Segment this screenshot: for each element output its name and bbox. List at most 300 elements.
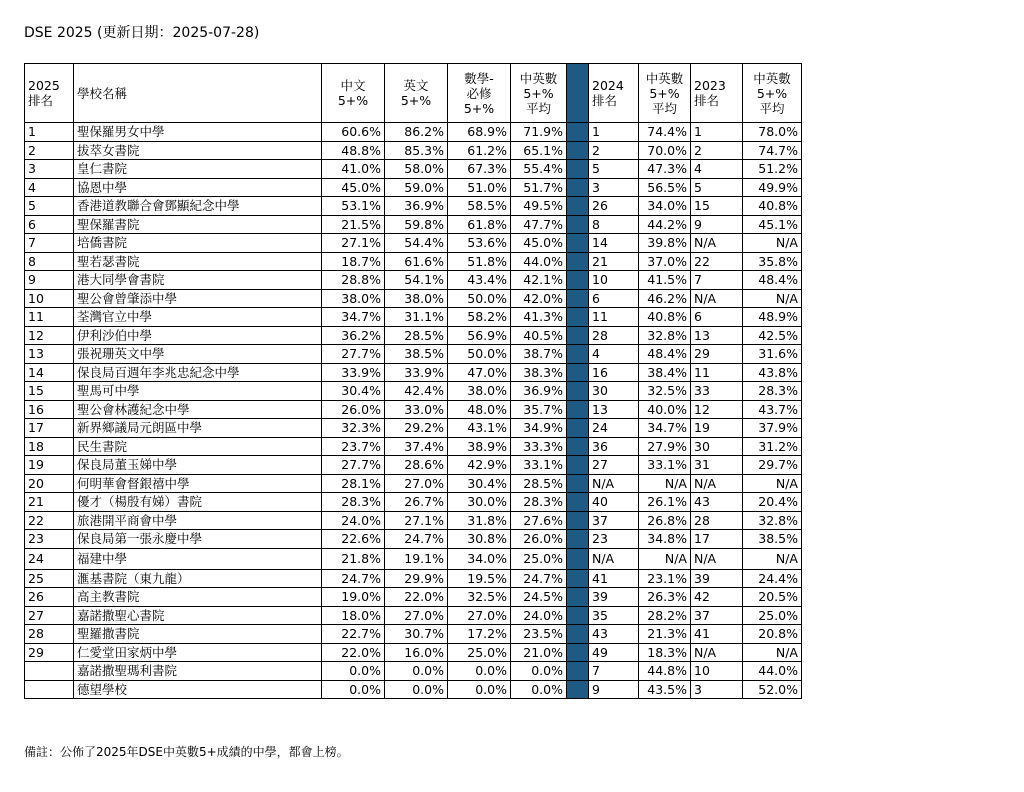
school-name-cell: 嘉諾撒聖心書院 — [74, 606, 322, 625]
rank2024-cell: 37 — [589, 511, 639, 530]
table-row — [25, 141, 802, 160]
school-name-cell: 聖羅撒書院 — [74, 625, 322, 644]
rank2024-cell: 28 — [589, 326, 639, 345]
english-cell: 16.0% — [385, 643, 448, 662]
chinese-cell: 0.0% — [322, 662, 385, 681]
rank2023-cell: 41 — [691, 625, 743, 644]
rank-cell: 6 — [25, 215, 74, 234]
school-name-cell: 優才（楊殷有娣）書院 — [74, 493, 322, 512]
separator-cell — [567, 493, 589, 512]
math-cell: 31.8% — [448, 511, 511, 530]
english-cell: 42.4% — [385, 382, 448, 401]
table-row — [25, 548, 802, 569]
chinese-cell: 30.4% — [322, 382, 385, 401]
header-english: 英文 5+% — [385, 64, 448, 123]
average2024-cell: 23.1% — [639, 569, 691, 588]
english-cell: 86.2% — [385, 123, 448, 142]
table-row — [25, 474, 802, 493]
english-cell: 38.5% — [385, 345, 448, 364]
table-row — [25, 400, 802, 419]
table-row — [25, 197, 802, 216]
average2023-cell: 29.7% — [743, 456, 802, 475]
table-row — [25, 530, 802, 549]
rank2024-cell: 35 — [589, 606, 639, 625]
english-cell: 0.0% — [385, 680, 448, 699]
school-name-cell: 伊利沙伯中學 — [74, 326, 322, 345]
math-cell: 34.0% — [448, 548, 511, 569]
average2024-cell: N/A — [639, 474, 691, 493]
rank2024-cell: 3 — [589, 178, 639, 197]
chinese-cell: 21.8% — [322, 548, 385, 569]
rank2023-cell: 42 — [691, 588, 743, 607]
school-name-cell: 聖馬可中學 — [74, 382, 322, 401]
table-row — [25, 606, 802, 625]
average2023-cell: 43.7% — [743, 400, 802, 419]
rank2023-cell: N/A — [691, 234, 743, 253]
table-row — [25, 419, 802, 438]
header-rank2024: 2024 排名 — [589, 64, 639, 123]
average-cell: 55.4% — [511, 160, 567, 179]
rank2024-cell: 9 — [589, 680, 639, 699]
school-name-cell: 港大同學會書院 — [74, 271, 322, 290]
chinese-cell: 60.6% — [322, 123, 385, 142]
chinese-cell: 28.3% — [322, 493, 385, 512]
rank2023-cell: 22 — [691, 252, 743, 271]
average2023-cell: N/A — [743, 474, 802, 493]
school-name-cell: 聖公會林護紀念中學 — [74, 400, 322, 419]
separator-cell — [567, 326, 589, 345]
chinese-cell: 22.6% — [322, 530, 385, 549]
header-average2023: 中英數 5+% 平均 — [743, 64, 802, 123]
chinese-cell: 24.7% — [322, 569, 385, 588]
math-cell: 58.5% — [448, 197, 511, 216]
english-cell: 33.9% — [385, 363, 448, 382]
chinese-cell: 22.0% — [322, 643, 385, 662]
english-cell: 29.9% — [385, 569, 448, 588]
chinese-cell: 0.0% — [322, 680, 385, 699]
table-row — [25, 569, 802, 588]
separator-cell — [567, 456, 589, 475]
rank-cell: 1 — [25, 123, 74, 142]
average-cell: 40.5% — [511, 326, 567, 345]
school-name-cell: 聖公會曾肇添中學 — [74, 289, 322, 308]
table-row — [25, 437, 802, 456]
average2023-cell: 31.2% — [743, 437, 802, 456]
chinese-cell: 19.0% — [322, 588, 385, 607]
separator-cell — [567, 437, 589, 456]
average2024-cell: 40.8% — [639, 308, 691, 327]
separator-cell — [567, 569, 589, 588]
table-row — [25, 234, 802, 253]
separator-cell — [567, 662, 589, 681]
table-row — [25, 511, 802, 530]
rank-cell: 19 — [25, 456, 74, 475]
header-chinese: 中文 5+% — [322, 64, 385, 123]
english-cell: 28.6% — [385, 456, 448, 475]
average-cell: 23.5% — [511, 625, 567, 644]
rank-cell: 11 — [25, 308, 74, 327]
school-name-cell: 德望學校 — [74, 680, 322, 699]
average2023-cell: 42.5% — [743, 326, 802, 345]
rank2024-cell: 39 — [589, 588, 639, 607]
math-cell: 50.0% — [448, 289, 511, 308]
average2023-cell: 40.8% — [743, 197, 802, 216]
average2023-cell: 32.8% — [743, 511, 802, 530]
rank2024-cell: 13 — [589, 400, 639, 419]
rank2023-cell: 1 — [691, 123, 743, 142]
school-name-cell: 旅港開平商會中學 — [74, 511, 322, 530]
table-row — [25, 215, 802, 234]
table-row — [25, 643, 802, 662]
rank-cell: 29 — [25, 643, 74, 662]
rank2024-cell: 36 — [589, 437, 639, 456]
school-name-cell: 聖若瑟書院 — [74, 252, 322, 271]
rank2024-cell: 30 — [589, 382, 639, 401]
math-cell: 58.2% — [448, 308, 511, 327]
school-name-cell: 何明華會督銀禧中學 — [74, 474, 322, 493]
separator-cell — [567, 197, 589, 216]
rank-cell — [25, 680, 74, 699]
separator-cell — [567, 289, 589, 308]
english-cell: 54.4% — [385, 234, 448, 253]
school-name-cell: 聖保羅書院 — [74, 215, 322, 234]
chinese-cell: 34.7% — [322, 308, 385, 327]
rank-cell: 3 — [25, 160, 74, 179]
rank-cell: 23 — [25, 530, 74, 549]
rank2023-cell: N/A — [691, 643, 743, 662]
rank2023-cell: 11 — [691, 363, 743, 382]
table-row — [25, 493, 802, 512]
math-cell: 0.0% — [448, 680, 511, 699]
english-cell: 27.0% — [385, 606, 448, 625]
school-name-cell: 新界鄉議局元朗區中學 — [74, 419, 322, 438]
english-cell: 36.9% — [385, 197, 448, 216]
separator-cell — [567, 215, 589, 234]
separator-cell — [567, 271, 589, 290]
english-cell: 59.0% — [385, 178, 448, 197]
separator-column — [567, 64, 589, 123]
rank-cell: 4 — [25, 178, 74, 197]
rank2024-cell: 11 — [589, 308, 639, 327]
rank2024-cell: 6 — [589, 289, 639, 308]
rank2023-cell: N/A — [691, 548, 743, 569]
average2024-cell: 41.5% — [639, 271, 691, 290]
rank2024-cell: 27 — [589, 456, 639, 475]
rank2024-cell: 40 — [589, 493, 639, 512]
average-cell: 45.0% — [511, 234, 567, 253]
table-row — [25, 363, 802, 382]
rank-cell: 20 — [25, 474, 74, 493]
chinese-cell: 28.1% — [322, 474, 385, 493]
math-cell: 17.2% — [448, 625, 511, 644]
average2023-cell: 44.0% — [743, 662, 802, 681]
separator-cell — [567, 141, 589, 160]
chinese-cell: 41.0% — [322, 160, 385, 179]
math-cell: 42.9% — [448, 456, 511, 475]
average2024-cell: 32.8% — [639, 326, 691, 345]
school-name-cell: 民生書院 — [74, 437, 322, 456]
school-name-cell: 滙基書院（東九龍） — [74, 569, 322, 588]
header-average: 中英數 5+% 平均 — [511, 64, 567, 123]
rank-cell: 13 — [25, 345, 74, 364]
chinese-cell: 21.5% — [322, 215, 385, 234]
school-name-cell: 拔萃女書院 — [74, 141, 322, 160]
average2023-cell: 45.1% — [743, 215, 802, 234]
rank-cell: 10 — [25, 289, 74, 308]
average-cell: 28.3% — [511, 493, 567, 512]
table-row — [25, 456, 802, 475]
table-row — [25, 326, 802, 345]
average2024-cell: 56.5% — [639, 178, 691, 197]
table-row — [25, 382, 802, 401]
chinese-cell: 24.0% — [322, 511, 385, 530]
english-cell: 29.2% — [385, 419, 448, 438]
average-cell: 24.7% — [511, 569, 567, 588]
average2023-cell: N/A — [743, 548, 802, 569]
rank-cell: 28 — [25, 625, 74, 644]
rank-cell: 26 — [25, 588, 74, 607]
math-cell: 0.0% — [448, 662, 511, 681]
english-cell: 24.7% — [385, 530, 448, 549]
math-cell: 56.9% — [448, 326, 511, 345]
rank2024-cell: 7 — [589, 662, 639, 681]
school-name-cell: 張祝珊英文中學 — [74, 345, 322, 364]
math-cell: 68.9% — [448, 123, 511, 142]
math-cell: 53.6% — [448, 234, 511, 253]
average-cell: 26.0% — [511, 530, 567, 549]
chinese-cell: 22.7% — [322, 625, 385, 644]
header-rank2025: 2025 排名 — [25, 64, 74, 123]
average2023-cell: 20.4% — [743, 493, 802, 512]
average2024-cell: 26.3% — [639, 588, 691, 607]
rank-cell: 27 — [25, 606, 74, 625]
school-name-cell: 協恩中學 — [74, 178, 322, 197]
rank2024-cell: 4 — [589, 345, 639, 364]
separator-cell — [567, 345, 589, 364]
school-name-cell: 保良局百週年李兆忠紀念中學 — [74, 363, 322, 382]
rank2024-cell: N/A — [589, 474, 639, 493]
average2023-cell: 28.3% — [743, 382, 802, 401]
chinese-cell: 27.7% — [322, 456, 385, 475]
average-cell: 21.0% — [511, 643, 567, 662]
average-cell: 42.0% — [511, 289, 567, 308]
average2023-cell: 20.8% — [743, 625, 802, 644]
average-cell: 65.1% — [511, 141, 567, 160]
average-cell: 24.5% — [511, 588, 567, 607]
english-cell: 26.7% — [385, 493, 448, 512]
average2023-cell: 51.2% — [743, 160, 802, 179]
english-cell: 38.0% — [385, 289, 448, 308]
rank-cell: 16 — [25, 400, 74, 419]
rank-cell: 24 — [25, 548, 74, 569]
english-cell: 54.1% — [385, 271, 448, 290]
average-cell: 38.7% — [511, 345, 567, 364]
rank2023-cell: 39 — [691, 569, 743, 588]
math-cell: 30.0% — [448, 493, 511, 512]
rank2023-cell: 9 — [691, 215, 743, 234]
separator-cell — [567, 308, 589, 327]
average-cell: 42.1% — [511, 271, 567, 290]
average2024-cell: 46.2% — [639, 289, 691, 308]
separator-cell — [567, 511, 589, 530]
table-row — [25, 625, 802, 644]
average2024-cell: 33.1% — [639, 456, 691, 475]
separator-cell — [567, 474, 589, 493]
header-math: 數學- 必修 5+% — [448, 64, 511, 123]
separator-cell — [567, 400, 589, 419]
average2024-cell: 44.2% — [639, 215, 691, 234]
chinese-cell: 26.0% — [322, 400, 385, 419]
average2024-cell: 48.4% — [639, 345, 691, 364]
rank2024-cell: 21 — [589, 252, 639, 271]
table-row — [25, 662, 802, 681]
rank2024-cell: 1 — [589, 123, 639, 142]
rank-cell: 22 — [25, 511, 74, 530]
average2024-cell: N/A — [639, 548, 691, 569]
table-row — [25, 160, 802, 179]
math-cell: 30.4% — [448, 474, 511, 493]
chinese-cell: 27.1% — [322, 234, 385, 253]
rank2024-cell: 24 — [589, 419, 639, 438]
english-cell: 85.3% — [385, 141, 448, 160]
average2023-cell: 43.8% — [743, 363, 802, 382]
chinese-cell: 48.8% — [322, 141, 385, 160]
average-cell: 0.0% — [511, 680, 567, 699]
chinese-cell: 38.0% — [322, 289, 385, 308]
chinese-cell: 27.7% — [322, 345, 385, 364]
average2024-cell: 34.8% — [639, 530, 691, 549]
math-cell: 27.0% — [448, 606, 511, 625]
average-cell: 34.9% — [511, 419, 567, 438]
school-name-cell: 仁愛堂田家炳中學 — [74, 643, 322, 662]
rank-cell: 12 — [25, 326, 74, 345]
average2024-cell: 70.0% — [639, 141, 691, 160]
separator-cell — [567, 625, 589, 644]
average2024-cell: 34.0% — [639, 197, 691, 216]
separator-cell — [567, 234, 589, 253]
separator-cell — [567, 123, 589, 142]
rank-cell: 8 — [25, 252, 74, 271]
rank2024-cell: 23 — [589, 530, 639, 549]
average2023-cell: 24.4% — [743, 569, 802, 588]
english-cell: 27.1% — [385, 511, 448, 530]
header-average2024: 中英數 5+% 平均 — [639, 64, 691, 123]
average-cell: 35.7% — [511, 400, 567, 419]
average2023-cell: 20.5% — [743, 588, 802, 607]
rank-cell — [25, 662, 74, 681]
rank2023-cell: 33 — [691, 382, 743, 401]
separator-cell — [567, 419, 589, 438]
chinese-cell: 18.0% — [322, 606, 385, 625]
average2024-cell: 34.7% — [639, 419, 691, 438]
rank2023-cell: 37 — [691, 606, 743, 625]
rank-cell: 18 — [25, 437, 74, 456]
english-cell: 58.0% — [385, 160, 448, 179]
math-cell: 43.4% — [448, 271, 511, 290]
rank2024-cell: 10 — [589, 271, 639, 290]
rank2024-cell: 16 — [589, 363, 639, 382]
average2023-cell: N/A — [743, 643, 802, 662]
header-school: 學校名稱 — [74, 64, 322, 123]
chinese-cell: 53.1% — [322, 197, 385, 216]
average2024-cell: 44.8% — [639, 662, 691, 681]
average2024-cell: 32.5% — [639, 382, 691, 401]
school-name-cell: 香港道教聯合會鄧顯紀念中學 — [74, 197, 322, 216]
math-cell: 51.0% — [448, 178, 511, 197]
table-row — [25, 271, 802, 290]
school-name-cell: 聖保羅男女中學 — [74, 123, 322, 142]
math-cell: 32.5% — [448, 588, 511, 607]
average-cell: 28.5% — [511, 474, 567, 493]
header-rank2023: 2023 排名 — [691, 64, 743, 123]
chinese-cell: 23.7% — [322, 437, 385, 456]
average-cell: 33.3% — [511, 437, 567, 456]
chinese-cell: 33.9% — [322, 363, 385, 382]
average2023-cell: 35.8% — [743, 252, 802, 271]
rank2023-cell: N/A — [691, 474, 743, 493]
math-cell: 38.0% — [448, 382, 511, 401]
english-cell: 37.4% — [385, 437, 448, 456]
separator-cell — [567, 252, 589, 271]
rank2024-cell: 26 — [589, 197, 639, 216]
table-row — [25, 178, 802, 197]
footnote: 備註：公佈了2025年DSE中英數5+成績的中學，都會上榜。 — [24, 745, 349, 759]
rank2023-cell: 29 — [691, 345, 743, 364]
table-row — [25, 123, 802, 142]
average-cell: 44.0% — [511, 252, 567, 271]
average2024-cell: 39.8% — [639, 234, 691, 253]
average2023-cell: 78.0% — [743, 123, 802, 142]
average-cell: 0.0% — [511, 662, 567, 681]
rank2023-cell: 43 — [691, 493, 743, 512]
table-row — [25, 289, 802, 308]
school-name-cell: 荃灣官立中學 — [74, 308, 322, 327]
average2023-cell: 38.5% — [743, 530, 802, 549]
rank2024-cell: 49 — [589, 643, 639, 662]
rank-cell: 25 — [25, 569, 74, 588]
rank-cell: 15 — [25, 382, 74, 401]
separator-cell — [567, 680, 589, 699]
school-name-cell: 高主教書院 — [74, 588, 322, 607]
math-cell: 48.0% — [448, 400, 511, 419]
average2023-cell: 31.6% — [743, 345, 802, 364]
rank2023-cell: 2 — [691, 141, 743, 160]
table-row — [25, 345, 802, 364]
average2024-cell: 47.3% — [639, 160, 691, 179]
school-name-cell: 培僑書院 — [74, 234, 322, 253]
rank2023-cell: 5 — [691, 178, 743, 197]
math-cell: 43.1% — [448, 419, 511, 438]
average-cell: 36.9% — [511, 382, 567, 401]
table-row — [25, 252, 802, 271]
page-title: DSE 2025 (更新日期：2025-07-28) — [24, 25, 260, 41]
average2023-cell: 49.9% — [743, 178, 802, 197]
rank2024-cell: N/A — [589, 548, 639, 569]
average2024-cell: 21.3% — [639, 625, 691, 644]
rank-cell: 21 — [25, 493, 74, 512]
rank-cell: 14 — [25, 363, 74, 382]
rank2023-cell: 31 — [691, 456, 743, 475]
english-cell: 31.1% — [385, 308, 448, 327]
average2023-cell: 48.4% — [743, 271, 802, 290]
average2023-cell: 74.7% — [743, 141, 802, 160]
rank-cell: 7 — [25, 234, 74, 253]
average-cell: 24.0% — [511, 606, 567, 625]
english-cell: 59.8% — [385, 215, 448, 234]
rank2023-cell: 7 — [691, 271, 743, 290]
math-cell: 25.0% — [448, 643, 511, 662]
average2024-cell: 43.5% — [639, 680, 691, 699]
